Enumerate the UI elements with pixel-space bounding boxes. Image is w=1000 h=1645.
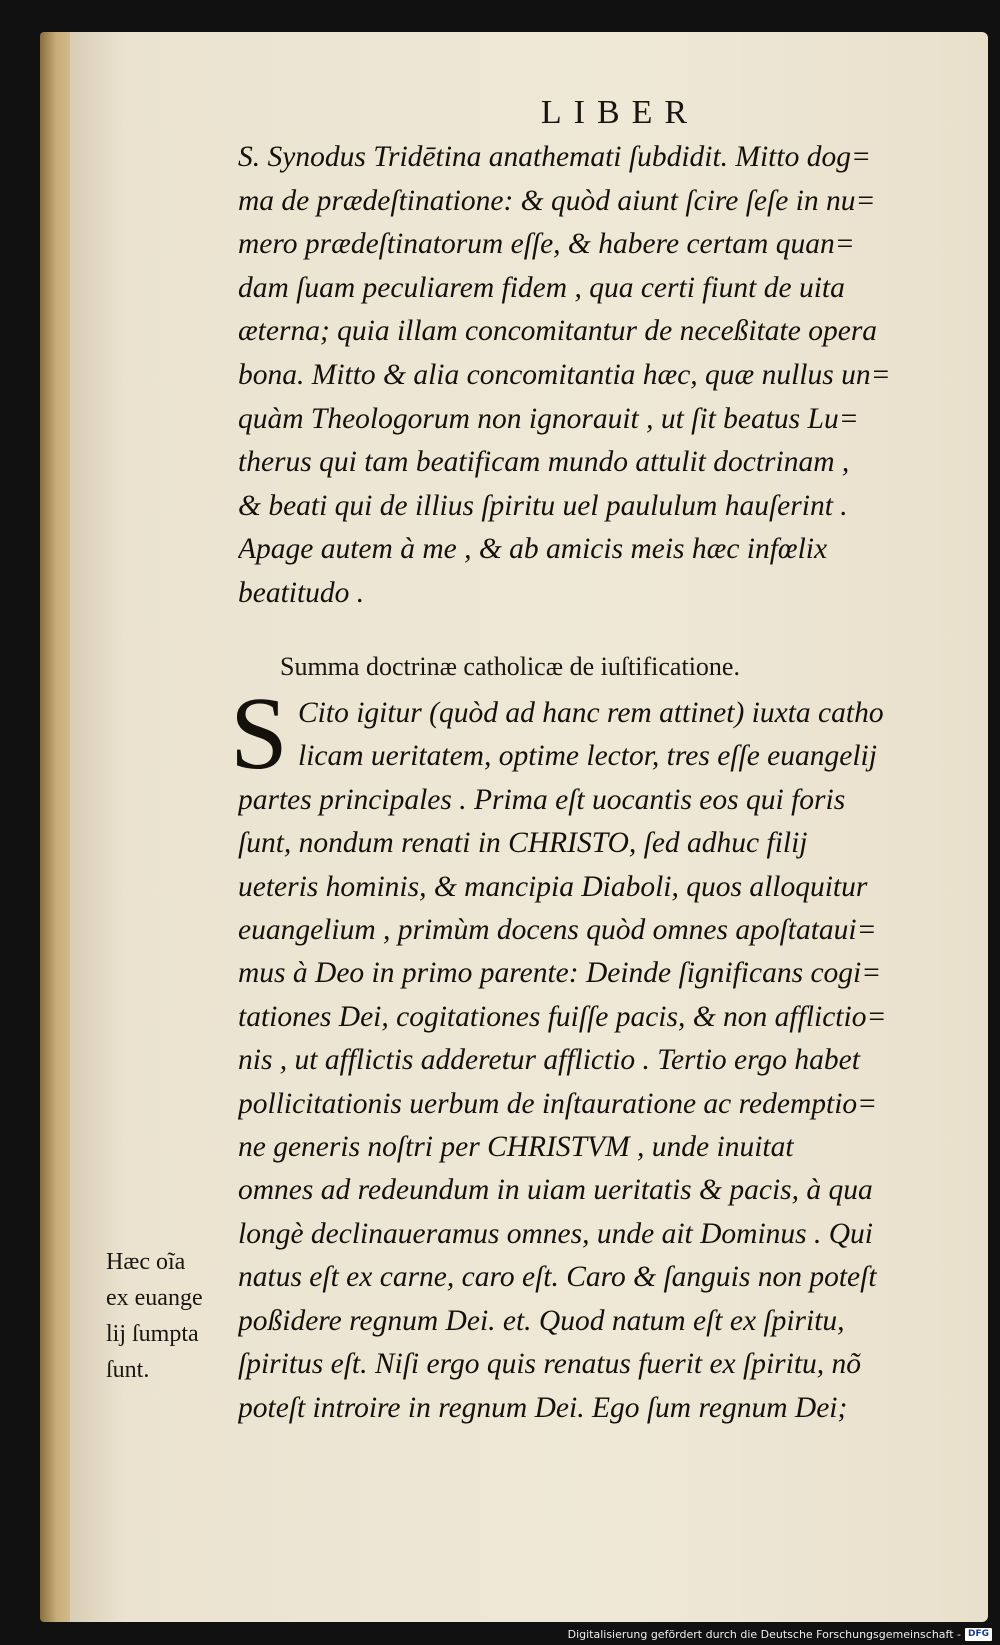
text-line: poßidere regnum Dei. et. Quod natum eſt ex ſpiritu, — [238, 1304, 845, 1337]
text-line: & beati qui de illius ſpiritu uel paululum hauſerint . — [238, 489, 848, 522]
text-line: Cito igitur (quòd ad hanc rem attinet) iuxta catho — [298, 697, 884, 729]
text-line: æterna; quia illam concomitantur de neceßitate opera — [238, 315, 878, 348]
text-line: natus eſt ex carne, caro eſt. Caro & ſanguis non poteſt — [238, 1261, 877, 1294]
text-line: S. Synodus Tridētina anathemati ſubdidit. Mitto dog= — [238, 141, 871, 173]
paragraph-1 — [238, 136, 918, 616]
text-line: Apage autem à me , & ab amicis meis hæc infœlix — [238, 533, 828, 566]
text-line: nis , ut afflictis adderetur afflictio . Tertio ergo habet — [238, 1044, 860, 1077]
text-line: mus à Deo in primo parente: Deinde ſignificans cogi= — [238, 957, 882, 990]
text-line: ſunt, nondum renati in CHRISTO, ſed adhuc filij — [238, 827, 808, 860]
text-line: beatitudo . — [238, 576, 365, 609]
text-line: ma de prædeſtinatione: & quòd aiunt ſcire ſeſe in nu= — [238, 184, 876, 217]
text-line: ſpiritus eſt. Niſi ergo quis renatus fuerit ex ſpiritu, nõ — [238, 1348, 862, 1381]
text-line: quàm Theologorum non ignorauit , ut ſit beatus Lu= — [238, 402, 859, 435]
text-line: euangelium , primùm docens quòd omnes apoſtataui= — [238, 914, 877, 947]
margin-note-line: ſunt. — [106, 1357, 150, 1383]
margin-note-line: Hæc oĩa — [106, 1249, 186, 1275]
margin-note-line: lij ſumpta — [106, 1321, 199, 1347]
text-line: tationes Dei, cogitationes fuiſſe pacis, & non afflictio= — [238, 1000, 887, 1033]
margin-note-line: ex euange — [106, 1285, 203, 1311]
text-line: longè declinaueramus omnes, unde ait Dominus . Qui — [238, 1217, 873, 1250]
dfg-logo: DFG — [965, 1628, 992, 1641]
running-head: LIBER — [540, 94, 700, 131]
text-line: omnes ad redeundum in uiam ueritatis & pacis, à qua — [238, 1174, 873, 1207]
text-line: therus qui tam beatificam mundo attulit doctrinam , — [238, 446, 850, 479]
paragraph-2 — [238, 692, 918, 1430]
footer-credit: Digitalisierung gefördert durch die Deutsche Forschungsgemeinschaft - — [567, 1627, 961, 1641]
drop-cap: S — [230, 676, 288, 791]
text-line: ne generis noſtri per CHRISTVM , unde inuitat — [238, 1131, 794, 1164]
section-heading: Summa doctrinæ catholicæ de iuſtificatione. — [280, 652, 740, 681]
text-line: bona. Mitto & alia concomitantia hæc, quæ nullus un= — [238, 358, 891, 391]
text-line: licam ueritatem, optime lector, tres eſſe euangelij — [298, 740, 877, 773]
text-line: pollicitationis uerbum de inſtauratione ac redemptio= — [238, 1087, 878, 1120]
text-line: mero prædeſtinatorum eſſe, & habere certam quan= — [238, 228, 855, 261]
text-line: partes principales . Prima eſt uocantis eos qui foris — [238, 783, 846, 816]
text-line: dam ſuam peculiarem fidem , qua certi fiunt de uita — [238, 271, 845, 304]
text-line: poteſt introire in regnum Dei. Ego ſum regnum Dei; — [238, 1391, 848, 1424]
margin-note — [106, 1244, 236, 1388]
book-page — [70, 32, 988, 1622]
text-line: ueteris hominis, & mancipia Diaboli, quos alloquitur — [238, 870, 868, 903]
digitization-footer — [568, 1626, 992, 1642]
